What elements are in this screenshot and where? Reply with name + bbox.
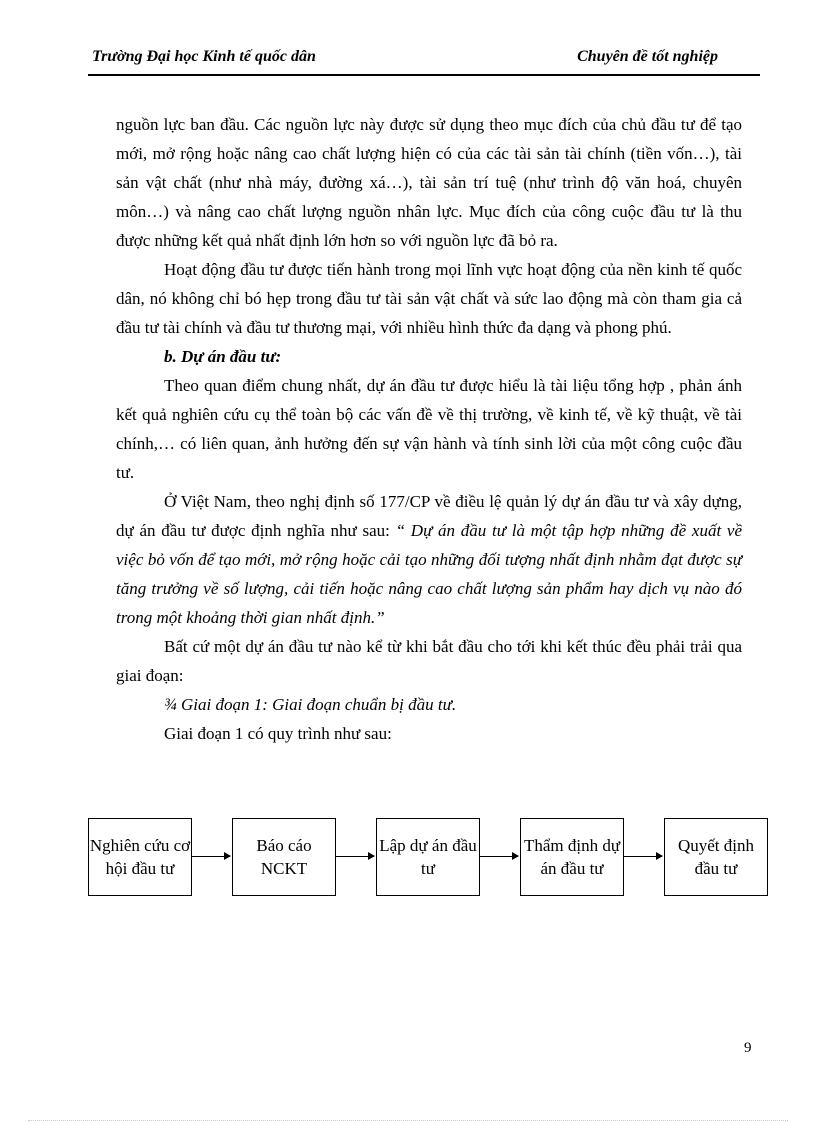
- paragraph-5: Bất cứ một dự án đầu tư nào kể từ khi bắt đầu cho tới khi kết thúc đều phải trải qua giai đoạn:: [116, 637, 742, 685]
- flow-arrow-4: [624, 856, 662, 857]
- flow-step-4-label: Thẩm định dự án đầu tư: [523, 836, 621, 878]
- flow-step-1-label: Nghiên cứu cơ hội đầu tư: [89, 836, 191, 878]
- flow-step-4: [520, 818, 624, 896]
- flow-step-2: [232, 818, 336, 896]
- definition-quote: “ Dự án đầu tư là một tập hợp những đề xuất về việc bỏ vốn để tạo mới, mở rộng hoặc cải tạo những đối tượng nhất định nhằm đạt được sự tăng trưởng về số lượng, cải tiến hoặc nâng cao chất lượng sản phẩm hay dịch vụ nào đó trong một khoảng thời gian nhất định.”: [116, 521, 742, 627]
- paragraph-1: nguồn lực ban đầu. Các nguồn lực này được sử dụng theo mục đích của chủ đầu tư để tạo mới, mở rộng hoặc nâng cao chất lượng hiện có của các tài sản tài chính (tiền vốn…), tài sản vật chất (như nhà máy, đường xá…), tài sản trí tuệ (như trình độ văn hoá, chuyên môn…) và nâng cao chất lượng nguồn nhân lực. Mục đích của công cuộc đầu tư là thu được những kết quả nhất định lớn hơn so với nguồn lực đã bỏ ra.: [116, 115, 742, 250]
- flow-step-1: [88, 818, 192, 896]
- flow-step-3-label: Lập dự án đầu tư: [379, 836, 477, 878]
- flow-arrow-3: [480, 856, 518, 857]
- page-header: [88, 44, 760, 76]
- paragraph-4-text: Ở Việt Nam, theo nghị định số 177/CP về điều lệ quản lý dự án đầu tư và xây dựng, dự án đầu tư được định nghĩa như sau:: [116, 492, 742, 540]
- flow-step-3: [376, 818, 480, 896]
- paragraph-4: [116, 487, 742, 632]
- process-flowchart: [88, 818, 768, 898]
- header-university: Trường Đại học Kinh tế quốc dân: [92, 48, 316, 65]
- document-body: [116, 110, 742, 748]
- stage-1-bullet: ¾ Giai đoạn 1: Giai đoạn chuẩn bị đầu tư.: [164, 695, 457, 714]
- paragraph-3: Theo quan điểm chung nhất, dự án đầu tư được hiểu là tài liệu tổng hợp , phản ánh kết quả nghiên cứu cụ thể toàn bộ các vấn đề về thị trường, về kinh tế, về kỹ thuật, về tài chính,… có liên quan, ảnh hưởng đến sự vận hành và tính sinh lời của một công cuộc đầu tư.: [116, 376, 742, 482]
- flow-arrow-2: [336, 856, 374, 857]
- flow-arrow-1: [192, 856, 230, 857]
- flow-step-2-label: Báo cáo NCKT: [256, 836, 312, 878]
- paragraph-2: Hoạt động đầu tư được tiến hành trong mọi lĩnh vực hoạt động của nền kinh tế quốc dân, nó không chỉ bó hẹp trong đầu tư tài sản vật chất và sức lao động mà còn tham gia cả đầu tư tài chính và đầu tư thương mại, với nhiều hình thức đa dạng và phong phú.: [116, 260, 742, 337]
- header-document-type: Chuyên đề tốt nghiệp: [577, 48, 718, 65]
- footer-divider: [28, 1120, 788, 1121]
- stage-1-intro: Giai đoạn 1 có quy trình như sau:: [164, 724, 392, 743]
- page-number: 9: [744, 1040, 752, 1056]
- section-heading-b: b. Dự án đầu tư:: [164, 347, 282, 366]
- flow-step-5: [664, 818, 768, 896]
- flow-step-5-label: Quyết định đầu tư: [677, 836, 755, 878]
